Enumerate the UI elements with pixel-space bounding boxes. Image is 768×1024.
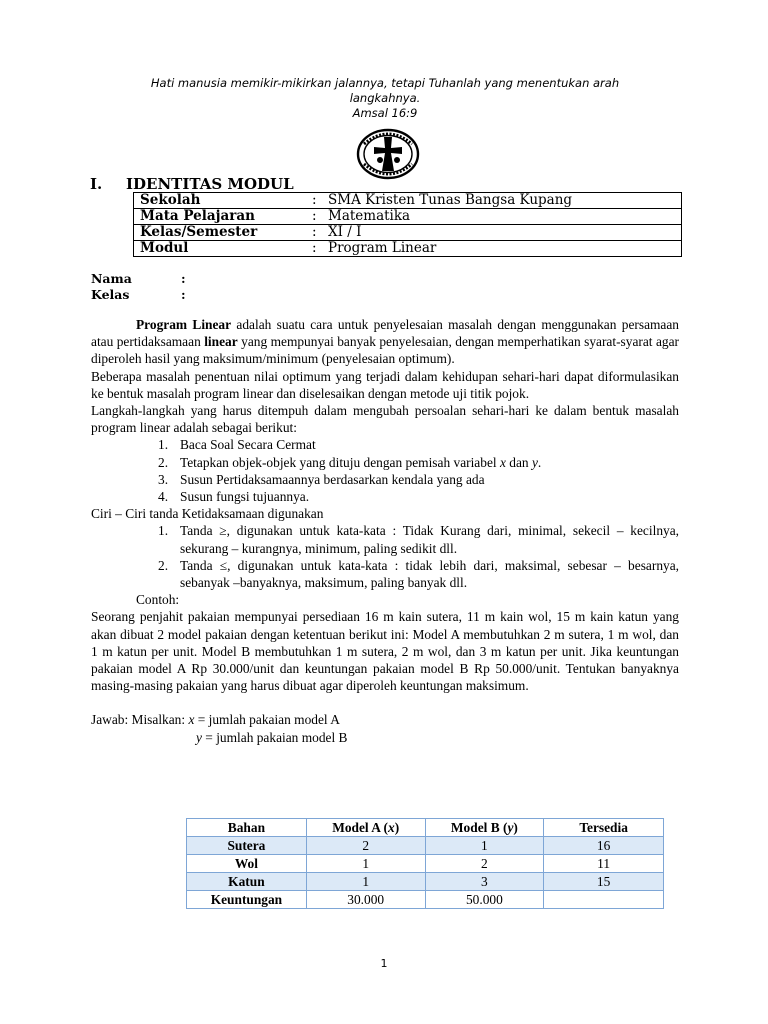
jawab-line2: y = jumlah pakaian model B bbox=[196, 729, 348, 745]
list-item: 1. Baca Soal Secara Cermat bbox=[158, 437, 316, 453]
table-cell: 30.000 bbox=[306, 891, 425, 909]
list-item: 4. Susun fungsi tujuannya. bbox=[158, 489, 310, 505]
table-cell: 1 bbox=[306, 855, 425, 873]
quote-source: Amsal 16:9 bbox=[352, 106, 418, 120]
identity-table bbox=[133, 192, 682, 257]
table-row bbox=[187, 855, 664, 873]
student-fields bbox=[91, 271, 186, 303]
school-seal-icon bbox=[356, 128, 420, 180]
list-item: 3. Susun Pertidaksamaannya berdasarkan kendala yang ada bbox=[158, 471, 485, 487]
problem-statement: Seorang penjahit pakaian mempunyai persediaan 16 m kain sutera, 11 m kain wol, 15 m kain katun yang akan dibuat 2 model pakaian dengan ketentuan berikut ini: Model A membutuhkan 2 m sutera, 1 m wol, dan 1 m katun per unit. Model B membutuhkan 1 m sutera, 2 m wol, dan 3 m katun per unit. Jika keuntungan pakaian model A Rp 30.000/unit dan keuntungan pakaian model B Rp 50.000/unit. Tentukan banyaknya masing-masing pakaian yang harus dibuat agar diperoleh keuntungan maksimum. bbox=[91, 609, 679, 694]
table-row bbox=[187, 873, 664, 891]
table-cell: 50.000 bbox=[425, 891, 544, 909]
optimum-paragraph: Beberapa masalah penentuan nilai optimum yang terjadi dalam kehidupan sehari-hari dapat diformulasikan ke bentuk masalah program linear dan diselesaikan dengan metode uji titik pojok. bbox=[91, 368, 679, 401]
identity-key: Mata Pelajaran bbox=[134, 209, 307, 225]
table-cell: 2 bbox=[425, 855, 544, 873]
bible-quote bbox=[100, 76, 670, 121]
section-heading bbox=[90, 175, 294, 193]
column-header: Model A (x) bbox=[306, 819, 425, 837]
contoh-label: Contoh: bbox=[136, 592, 180, 608]
column-header: Model B (y) bbox=[425, 819, 544, 837]
table-cell: Wol bbox=[187, 855, 307, 873]
module-body bbox=[91, 316, 679, 746]
table-cell: 3 bbox=[425, 873, 544, 891]
quote-text-line2: langkahnya. bbox=[349, 91, 421, 105]
steps-list bbox=[91, 436, 679, 505]
nama-label: Nama bbox=[91, 271, 132, 286]
list-item: 2. Tetapkan objek-objek yang dituju dengan pemisah variabel x dan y. bbox=[158, 454, 542, 470]
kelas-field bbox=[91, 287, 186, 303]
quote-text-line1: Hati manusia memikir-mikirkan jalannya, tetapi Tuhanlah yang menentukan arah bbox=[150, 76, 620, 90]
table-cell: 15 bbox=[544, 873, 664, 891]
column-header: Bahan bbox=[187, 819, 307, 837]
table-row bbox=[187, 837, 664, 855]
table-cell: Sutera bbox=[187, 837, 307, 855]
section-number: I. bbox=[90, 175, 103, 193]
ciri-list bbox=[91, 522, 679, 591]
identity-value: Matematika bbox=[328, 208, 411, 224]
steps-intro: Langkah-langkah yang harus ditempuh dalam mengubah persoalan sehari-hari ke dalam bentuk masalah program linear adalah sebagai berikut: bbox=[91, 403, 679, 436]
jawab-line1: Jawab: Misalkan: x = jumlah pakaian model A bbox=[91, 712, 340, 728]
table-cell: Keuntungan bbox=[187, 891, 307, 909]
nama-colon: : bbox=[181, 271, 186, 286]
column-header: Tersedia bbox=[544, 819, 664, 837]
table-cell: 1 bbox=[306, 873, 425, 891]
table-cell bbox=[544, 891, 664, 909]
identity-value-cell: : XI / I bbox=[306, 225, 682, 241]
section-title: IDENTITAS MODUL bbox=[126, 175, 294, 193]
list-item: 2. Tanda ≤, digunakan untuk kata-kata : tidak lebih dari, maksimal, sebesar – besarnya, sebanyak –banyaknya, maksimum, paling banyak dll. bbox=[158, 557, 679, 591]
identity-row bbox=[134, 209, 682, 225]
table-cell: 11 bbox=[544, 855, 664, 873]
table-cell: 1 bbox=[425, 837, 544, 855]
list-item: 1. Tanda ≥, digunakan untuk kata-kata : Tidak Kurang dari, minimal, sekecil – kecilnya, sekurang – kurangnya, minimum, paling sedikit dll. bbox=[158, 523, 679, 556]
identity-key: Sekolah bbox=[134, 193, 307, 209]
identity-row bbox=[134, 241, 682, 257]
identity-value: Program Linear bbox=[328, 240, 437, 256]
identity-value: XI / I bbox=[328, 224, 362, 240]
page-number: 1 bbox=[380, 957, 388, 970]
identity-value: SMA Kristen Tunas Bangsa Kupang bbox=[328, 192, 573, 208]
intro-paragraph: Program Linear adalah suatu cara untuk penyelesaian masalah dengan menggunakan persamaan atau pertidaksamaan linear yang mempunyai banyak penyelesaian, dengan memperhatikan syarat-syarat agar diperoleh hasil yang maksimum/minimum (penyelesaian optimum). bbox=[91, 317, 680, 367]
material-table bbox=[186, 818, 664, 909]
identity-row bbox=[134, 225, 682, 241]
table-cell: 16 bbox=[544, 837, 664, 855]
identity-key: Modul bbox=[134, 241, 307, 257]
identity-value-cell: : Matematika bbox=[306, 209, 682, 225]
table-cell: Katun bbox=[187, 873, 307, 891]
nama-field bbox=[91, 271, 186, 287]
identity-value-cell: : SMA Kristen Tunas Bangsa Kupang bbox=[306, 193, 682, 209]
identity-value-cell: : Program Linear bbox=[306, 241, 682, 257]
kelas-colon: : bbox=[181, 287, 186, 302]
ciri-title: Ciri – Ciri tanda Ketidaksamaan digunakan bbox=[91, 506, 324, 522]
identity-key: Kelas/Semester bbox=[134, 225, 307, 241]
table-cell: 2 bbox=[306, 837, 425, 855]
table-header-row bbox=[187, 819, 664, 837]
kelas-label: Kelas bbox=[91, 287, 130, 302]
identity-row bbox=[134, 193, 682, 209]
table-row bbox=[187, 891, 664, 909]
